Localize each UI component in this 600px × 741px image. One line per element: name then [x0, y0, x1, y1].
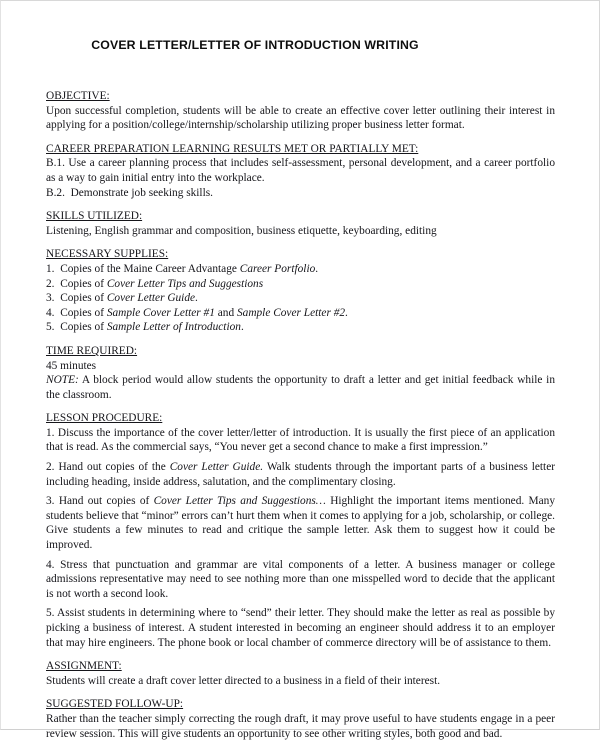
- section-heading-assignment: [46, 659, 555, 674]
- supply-item-pre: Copies of: [60, 306, 107, 319]
- objective-body: Upon successful completion, students will be able to create an effective cover letter outlining their interest in applying for a position/college/internship/scholarship utilizing proper business letter format.: [46, 104, 555, 132]
- lesson-step-number: 2.: [46, 461, 55, 474]
- lesson-step-pre: Hand out copies of: [54, 495, 154, 508]
- section-heading-suggested-follow-up: [46, 697, 555, 712]
- section-heading-objective: [46, 89, 555, 104]
- career-prep-heading-text: CAREER PREPARATION LEARNING RESULTS MET OR PARTIALLY MET:: [46, 142, 419, 155]
- supply-item-title: Cover Letter Guide: [106, 292, 196, 305]
- supply-item-pre: Copies of: [60, 277, 107, 290]
- lesson-step-text: Discuss the importance of the cover letter/letter of introduction. It is usually the first piece of an application that is read. As the commercial says, “You never get a second chance to make a first impression.”: [46, 426, 555, 454]
- supply-item-number: 5.: [46, 321, 55, 334]
- supply-item: [46, 262, 555, 277]
- section-heading-skills-utilized: [46, 209, 555, 224]
- lesson-procedure-heading-text: LESSON PROCEDURE:: [46, 412, 163, 425]
- supply-item-mid: and: [214, 306, 237, 319]
- section-heading-lesson-procedure: [46, 411, 555, 426]
- time-required-note-label: NOTE:: [46, 374, 79, 387]
- lesson-step-number: 1.: [46, 426, 55, 439]
- objective-heading-text: OBJECTIVE:: [46, 90, 110, 102]
- supply-item-pre: Copies of the Maine Career Advantage: [60, 262, 240, 275]
- career-prep-item-b1: B.1. Use a career planning process that includes self-assessment, personal development, and a career portfolio as a way to gain initial entry into the workplace.: [46, 157, 555, 184]
- lesson-step: [46, 558, 555, 602]
- supply-item: [46, 277, 555, 292]
- lesson-step: [46, 460, 555, 489]
- page-title: COVER LETTER/LETTER OF INTRODUCTION WRITING: [91, 38, 419, 52]
- lesson-step-post: Highlight the important items mentioned. Many students believe that “minor” errors can’t hurt them when it comes to applying for a job, scholarship, or college. Give students a few minutes to read and critique the sample letter. Ask them to suggest how it could be improved.: [46, 495, 555, 552]
- career-prep-item-b2: B.2. Demonstrate job seeking skills.: [46, 186, 213, 199]
- lesson-step-number: 4.: [46, 558, 55, 571]
- skills-utilized-body: Listening, English grammar and composition, business etiquette, keyboarding, editing: [46, 224, 437, 237]
- necessary-supplies-heading-text: NECESSARY SUPPLIES:: [46, 248, 169, 261]
- supply-item-title-2: Sample Cover Letter #2: [236, 306, 346, 319]
- supply-item: [46, 291, 555, 306]
- lesson-step-text: Assist students in determining where to “send” their letter. They should make the letter as real as possible by picking a business of interest. A student interested in becoming an engineer should address it to an employer that may hire engineers. The phone book or local chamber of commerce directory will be of assistance to them.: [46, 607, 555, 649]
- supply-item-title: Career Portfolio: [239, 262, 316, 275]
- suggested-follow-up-heading-text: SUGGESTED FOLLOW-UP:: [46, 698, 184, 711]
- supply-item-number: 4.: [46, 306, 55, 319]
- assignment-body: Students will create a draft cover letter directed to a business in a field of their interest.: [46, 674, 441, 687]
- time-required-duration: 45 minutes: [46, 359, 97, 372]
- lesson-step: [46, 494, 555, 552]
- lesson-step: [46, 426, 555, 455]
- lesson-step: [46, 606, 555, 650]
- lesson-step-title: Cover Letter Guide.: [169, 461, 264, 474]
- assignment-heading-text: ASSIGNMENT:: [46, 660, 122, 673]
- lesson-step-post: Walk students through the important parts of a business letter including heading, inside address, salutation, and the complimentary closing.: [46, 461, 556, 488]
- skills-utilized-heading-text: SKILLS UTILIZED:: [46, 210, 143, 223]
- supply-item-post: .: [315, 262, 319, 275]
- supply-item: [46, 320, 555, 335]
- supply-item-post: .: [345, 306, 348, 319]
- time-required-note-body: A block period would allow students the opportunity to draft a letter and get initial feedback while in the classroom.: [46, 374, 555, 401]
- supply-item-number: 1.: [46, 262, 55, 275]
- section-heading-career-prep: [46, 142, 555, 157]
- suggested-follow-up-body: Rather than the teacher simply correcting the rough draft, it may prove useful to have students engage in a peer review session. This will give students an opportunity to see other writing styles, both good and bad.: [46, 712, 555, 740]
- supply-item-title: Sample Cover Letter #1: [106, 306, 215, 319]
- lesson-step-number: 5.: [46, 607, 55, 620]
- section-heading-necessary-supplies: [46, 247, 555, 262]
- lesson-step-title: Cover Letter Tips and Suggestions…: [153, 495, 326, 508]
- supply-item-pre: Copies of: [60, 321, 107, 334]
- time-required-heading-text: TIME REQUIRED:: [46, 344, 138, 357]
- document-body: [46, 89, 555, 741]
- supply-item-post: .: [240, 321, 244, 334]
- section-heading-time-required: [46, 344, 555, 359]
- lesson-step-text: Stress that punctuation and grammar are vital components of a letter. A business manager or college admissions representative may need to see nothing more than one misspelled word to decide that the applicant is not worth a second look.: [46, 558, 555, 600]
- supply-item: [46, 306, 555, 321]
- supply-item-title: Cover Letter Tips and Suggestions: [106, 277, 264, 290]
- supply-item-number: 2.: [46, 277, 55, 290]
- lesson-step-number: 3.: [46, 495, 55, 508]
- lesson-step-pre: Hand out copies of the: [54, 461, 170, 474]
- supply-item-title: Sample Letter of Introduction: [106, 321, 241, 334]
- supply-item-post: .: [195, 292, 198, 305]
- supply-item-number: 3.: [46, 292, 55, 305]
- supply-item-pre: Copies of: [60, 292, 107, 305]
- time-required-note: [46, 373, 555, 402]
